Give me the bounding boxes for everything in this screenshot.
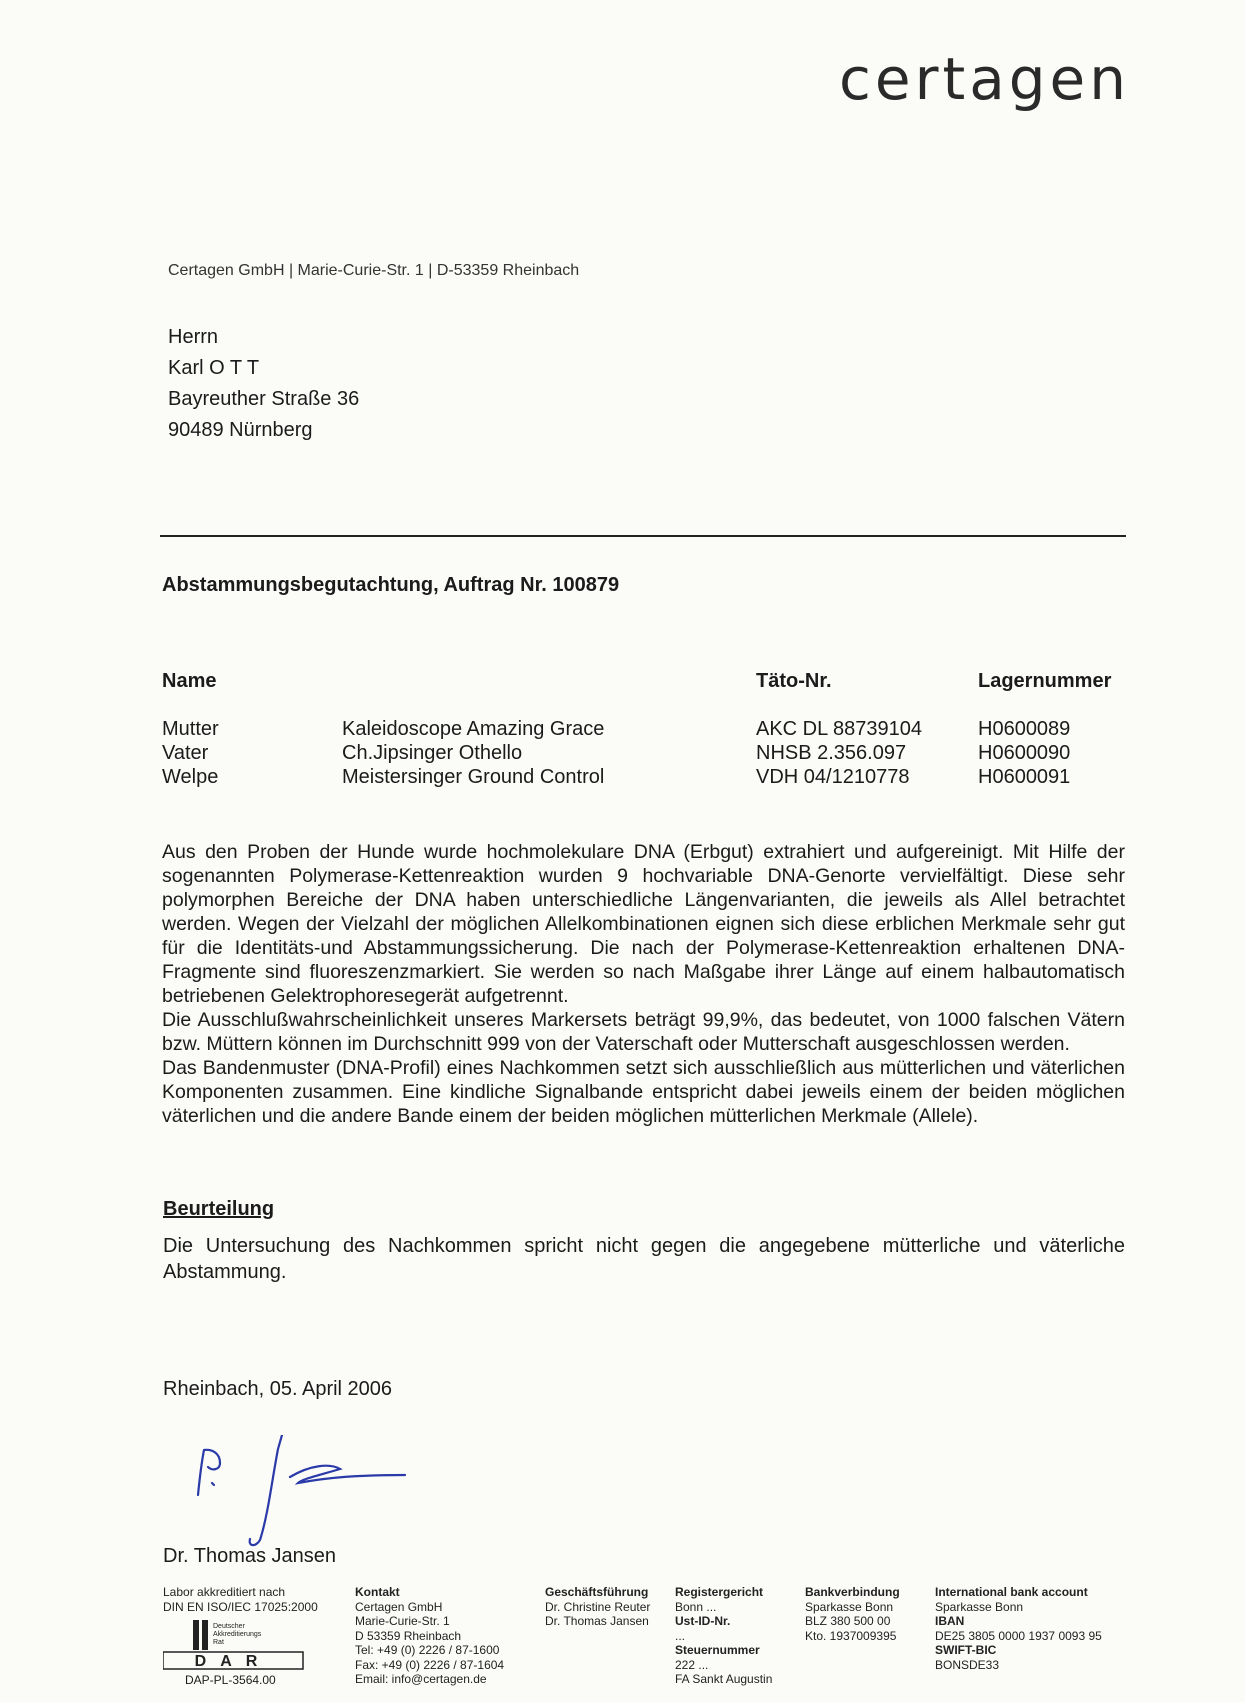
- assessment-heading: Beurteilung: [163, 1198, 275, 1220]
- footer-title: Kontakt: [355, 1585, 400, 1599]
- recipient-name: Karl O T T: [168, 357, 260, 379]
- dap-code: DAP-PL-3564.00: [185, 1673, 276, 1687]
- row-name: Ch.Jipsinger Othello: [342, 742, 523, 764]
- place-date: Rheinbach, 05. April 2006: [163, 1378, 393, 1400]
- paragraph: Die Ausschlußwahrscheinlichkeit unseres Markersets beträgt 99,9%, das bedeutet, von 1000 falschen Vätern bzw. Müttern können im Durchschnitt 999 von der Vaterschaft oder Mutterschaft ausgeschlossen werden.: [162, 1009, 1125, 1055]
- row-role: Welpe: [162, 766, 219, 788]
- footer-line: Labor akkreditiert nach: [163, 1585, 286, 1599]
- footer-line: Kto. 1937009395: [805, 1628, 897, 1643]
- footer-line: Certagen GmbH: [355, 1599, 443, 1614]
- dar-logo-text: DAR: [194, 1653, 272, 1670]
- footer-accreditation: [163, 1585, 318, 1614]
- footer-line: Dr. Christine Reuter: [545, 1599, 651, 1614]
- footer-line: Email: info@certagen.de: [355, 1672, 487, 1686]
- footer-title: SWIFT-BIC: [935, 1643, 997, 1657]
- divider-line: [160, 535, 1126, 537]
- row-taeto: VDH 04/1210778: [756, 766, 910, 788]
- footer-title: Steuernummer: [675, 1643, 760, 1657]
- body-text: [162, 840, 1125, 1128]
- header-lager: Lagernummer: [978, 670, 1112, 692]
- footer-line: BONSDE33: [935, 1657, 1000, 1672]
- assessment-text: Die Untersuchung des Nachkommen spricht nicht gegen die angegebene mütterliche und väterliche Abstammung.: [163, 1235, 1125, 1283]
- paragraph: Das Bandenmuster (DNA-Profil) eines Nachkommen setzt sich ausschließlich aus mütterlichen und väterlichen Komponenten zusammen. Eine kindliche Signalbande entspricht dabei jeweils einem der beiden möglichen väterlichen und die andere Bande einem der beiden möglichen mütterlichen Merkmale (Allele).: [162, 1057, 1125, 1127]
- row-role: Vater: [162, 742, 209, 764]
- company-logo: certagen: [839, 45, 1130, 113]
- footer-title: Ust-ID-Nr.: [675, 1614, 731, 1628]
- recipient-city: 90489 Nürnberg: [168, 419, 313, 441]
- row-lager: H0600090: [978, 742, 1071, 764]
- paragraph: Aus den Proben der Hunde wurde hochmolekulare DNA (Erbgut) extrahiert und aufgereinigt. Mit Hilfe der sogenannten Polymerase-Kettenreaktion wurden 9 hochvariable DNA-Genorte vervielfältigt. Diese sehr polymorphen Bereiche der DNA haben unterschiedliche Längenvarianten, die jeweils als Allel betrachtet werden. Wegen der Vielzahl der möglichen Allelkombinationen eignen sich diese erblichen Merkmale sehr gut für die Identitäts-und Abstammungssicherung. Die nach der Polymerase-Kettenreaktion erhaltenen DNA-Fragmente sind fluoreszenzmarkiert. Sie werden so nach Maßgabe ihrer Länge auf einem halbautomatisch betriebenen Gelektrophoresegerät aufgetrennt.: [162, 841, 1125, 1007]
- subject-line: Abstammungsbegutachtung, Auftrag Nr. 100879: [162, 574, 620, 596]
- footer-line: Marie-Curie-Str. 1: [355, 1614, 450, 1628]
- dar-text-line: Akkreditierungs: [213, 1631, 262, 1638]
- footer-register: [675, 1585, 772, 1687]
- footer-line: Sparkasse Bonn: [935, 1599, 1024, 1614]
- footer-line: Bonn ...: [675, 1599, 717, 1614]
- row-taeto: NHSB 2.356.097: [756, 742, 907, 764]
- footer-line: DE25 3805 0000 1937 0093 95: [935, 1628, 1102, 1643]
- footer-intl-bank: [935, 1585, 1102, 1672]
- footer-line: Fax: +49 (0) 2226 / 87-1604: [355, 1657, 505, 1672]
- footer-line: Sparkasse Bonn: [805, 1599, 894, 1614]
- footer-line: BLZ 380 500 00: [805, 1614, 891, 1628]
- footer-line: FA Sankt Augustin: [675, 1672, 773, 1686]
- row-taeto: AKC DL 88739104: [756, 718, 923, 740]
- footer-line: ...: [675, 1628, 686, 1643]
- footer-management: [545, 1585, 650, 1629]
- recipient-salutation: Herrn: [168, 326, 219, 348]
- dar-text-line: Rat: [213, 1639, 224, 1646]
- signer-name: Dr. Thomas Jansen: [163, 1545, 337, 1567]
- signature-image: [190, 1435, 430, 1550]
- footer-line: Dr. Thomas Jansen: [545, 1614, 649, 1628]
- footer-title: Bankverbindung: [805, 1585, 900, 1599]
- footer-line: DIN EN ISO/IEC 17025:2000: [163, 1599, 318, 1614]
- row-lager: H0600091: [978, 766, 1071, 788]
- row-lager: H0600089: [978, 718, 1071, 740]
- dar-accreditation-logo: [163, 1620, 313, 1675]
- footer-contact: [355, 1585, 504, 1687]
- footer-title: Geschäftsführung: [545, 1585, 649, 1599]
- footer-line: 222 ...: [675, 1657, 709, 1672]
- header-taeto: Täto-Nr.: [756, 670, 832, 692]
- sender-line: Certagen GmbH | Marie-Curie-Str. 1 | D-53359 Rheinbach: [168, 262, 580, 279]
- footer-title: IBAN: [935, 1614, 965, 1628]
- row-name: Meistersinger Ground Control: [342, 766, 605, 788]
- footer-bank: [805, 1585, 900, 1643]
- recipient-street: Bayreuther Straße 36: [168, 388, 360, 410]
- footer-line: D 53359 Rheinbach: [355, 1628, 462, 1643]
- footer-title: Registergericht: [675, 1585, 764, 1599]
- dar-text-line: Deutscher: [213, 1623, 245, 1630]
- recipient-address: [168, 322, 359, 446]
- footer-line: Tel: +49 (0) 2226 / 87-1600: [355, 1643, 500, 1657]
- row-name: Kaleidoscope Amazing Grace: [342, 718, 605, 740]
- footer-title: International bank account: [935, 1585, 1088, 1599]
- header-name: Name: [162, 670, 217, 692]
- row-role: Mutter: [162, 718, 219, 740]
